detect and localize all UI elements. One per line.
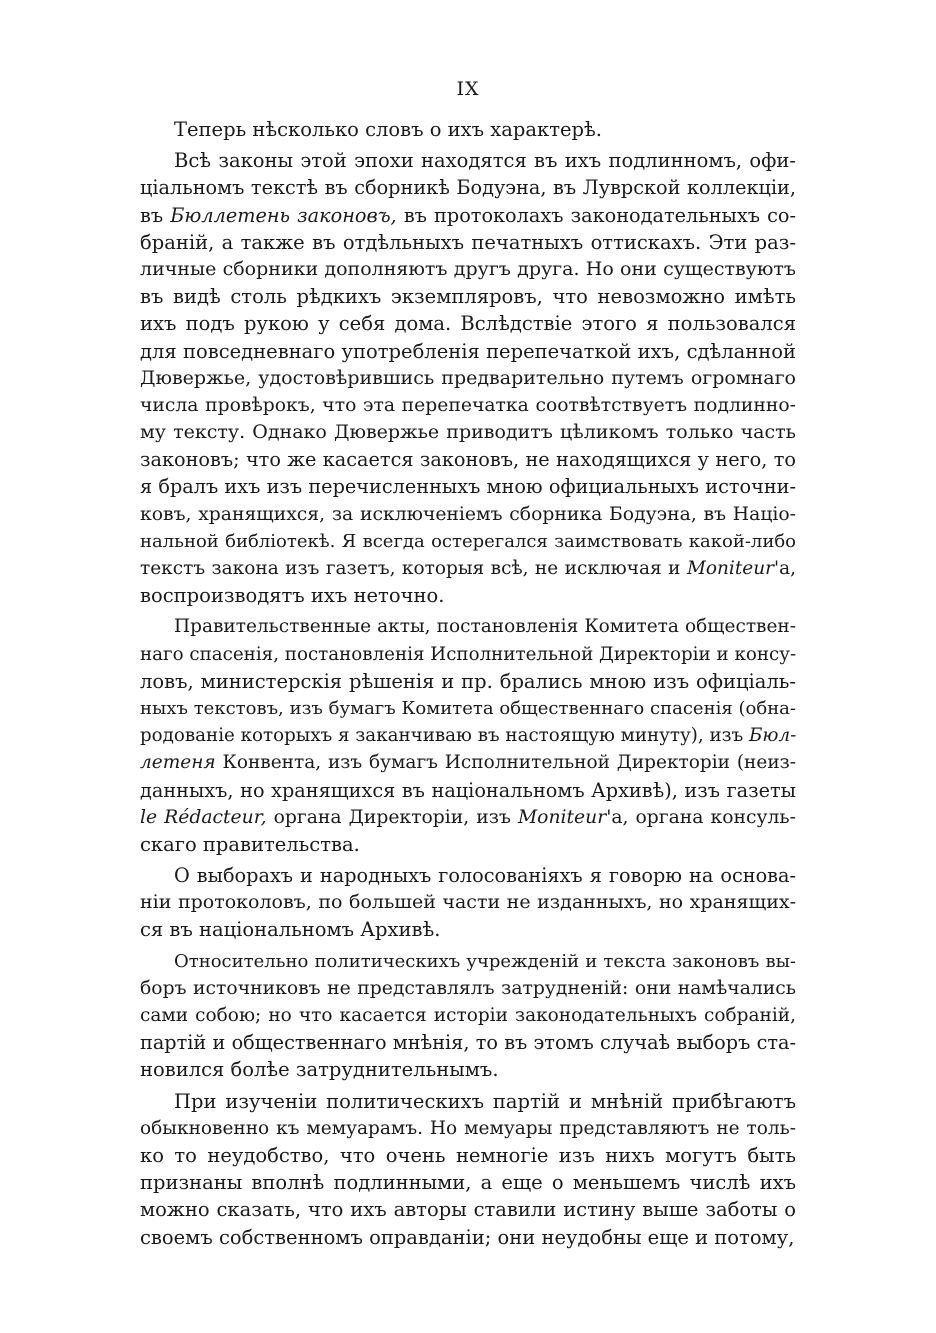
text-segment: ловъ, министерскія рѣшенія и пр. брались мною изъ офиціаль- <box>140 669 796 693</box>
text-segment: родованіе которыхъ я заканчиваю въ настоящую минуту), изъ <box>140 725 750 747</box>
text-segment: для повседневнаго употребленія перепечаткой ихъ, сдѣланной <box>140 339 796 363</box>
text-segment: Правительственные акты, постановленія Комитета обществен- <box>174 616 796 638</box>
paragraph <box>140 1088 796 1251</box>
text-line <box>140 722 796 749</box>
italic-text: le Rédacteur, <box>140 806 267 828</box>
text-segment: ся въ національномъ Архивѣ. <box>140 918 441 942</box>
text-segment: Конвента, изъ бумагъ Исполнительной Директоріи (неиз- <box>215 752 796 774</box>
text-line <box>140 1002 796 1029</box>
text-line <box>140 392 796 419</box>
text-line <box>140 116 796 143</box>
italic-text: Бюллетень законовъ, <box>170 203 397 227</box>
text-segment: наго спасенія, постановленія Исполнительной Директоріи и консу- <box>140 643 797 665</box>
text-segment: 'а, <box>774 558 796 579</box>
text-segment: новился болѣе затруднительнымъ. <box>140 1058 499 1082</box>
text-line <box>140 889 796 916</box>
text-segment: ихъ подъ рукою у себя дома. Вслѣдствіе этого я пользовался <box>140 312 796 336</box>
text-line <box>140 229 796 256</box>
text-line <box>140 310 796 337</box>
text-segment: Всѣ законы этой эпохи находятся въ ихъ подлинномъ, офи- <box>174 149 796 173</box>
text-line <box>140 804 796 831</box>
text-segment: можно сказать, что ихъ авторы ставили истину выше заботы о <box>140 1198 796 1222</box>
text-segment: 'а, органа консуль- <box>606 806 796 828</box>
text-segment: ковъ, хранящихся, за исключеніемъ сборника Бодуэна, въ Націо- <box>140 503 796 525</box>
paragraph <box>140 862 796 944</box>
text-segment: своемъ собственномъ оправданіи; они неудобны еще и потому, <box>140 1225 795 1249</box>
text-line <box>140 975 796 1002</box>
italic-text: летеня <box>140 752 216 774</box>
text-line <box>140 528 796 555</box>
text-line <box>140 948 796 975</box>
text-segment: я бралъ ихъ изъ перечисленныхъ мною официальныхъ источни- <box>140 475 796 499</box>
text-line <box>140 777 796 804</box>
text-line <box>140 283 796 310</box>
text-line <box>140 256 796 283</box>
text-line <box>140 1115 796 1142</box>
text-line <box>140 1196 796 1223</box>
text-segment: данныхъ, но хранящихся въ національномъ Архивѣ), изъ газеты <box>140 778 796 802</box>
paragraph <box>140 116 796 143</box>
text-segment: партій и общественнаго мнѣнія, то въ этомъ случаѣ выборъ ста- <box>140 1031 796 1055</box>
text-segment: ціальномъ текстѣ въ сборникѣ Бодуэна, въ Луврской коллекціи, <box>140 176 796 200</box>
text-segment: признаны вполнѣ подлинными, а еще о меньшемъ числѣ ихъ <box>140 1171 796 1195</box>
text-line <box>140 695 796 722</box>
text-line <box>140 749 796 776</box>
text-line <box>140 501 796 528</box>
text-segment: О выборахъ и народныхъ голосованіяхъ я говорю на основа- <box>174 864 796 888</box>
text-line <box>140 916 796 943</box>
page-number: IX <box>456 78 480 100</box>
text-segment: въ видѣ столь рѣдкихъ экземпляровъ, что невозможно имѣть <box>140 285 796 309</box>
text-line <box>140 613 796 640</box>
text-line <box>140 365 796 392</box>
text-segment: въ протоколахъ законодательныхъ со- <box>396 203 796 227</box>
text-segment: боръ источниковъ не представлялъ затрудненій: они намѣчались <box>140 977 796 999</box>
text-segment: въ <box>140 203 171 227</box>
text-segment: браній, а также въ отдѣльныхъ печатныхъ оттискахъ. Эти раз- <box>140 230 796 254</box>
text-segment: текстъ закона изъ газетъ, которыя всѣ, не исключая и <box>140 558 687 579</box>
text-line <box>140 1088 796 1115</box>
text-line <box>140 1169 796 1196</box>
text-line <box>140 668 796 695</box>
text-segment: ніи протоколовъ, по большей части не изданныхъ, но хранящих- <box>140 891 796 914</box>
text-line <box>140 446 796 473</box>
text-line <box>140 1056 796 1083</box>
italic-text: Moniteur <box>686 558 774 579</box>
paragraph <box>140 147 796 609</box>
paragraph <box>140 948 796 1084</box>
text-segment: нальной библіотекѣ. Я всегда остерегался заимствовать какой-либо <box>140 530 796 552</box>
text-line <box>140 862 796 889</box>
text-segment: воспроизводятъ ихъ неточно. <box>140 584 445 608</box>
text-line <box>140 174 796 201</box>
text-line <box>140 419 796 446</box>
text-segment: личные сборники дополняютъ другъ друга. Но они существуютъ <box>140 257 796 280</box>
text-segment: сами собою; но что касается исторіи законодательныхъ собраній, <box>140 1005 796 1026</box>
text-segment: обыкновенно къ мемуарамъ. Но мемуары представляютъ не толь- <box>140 1117 796 1139</box>
italic-text: Moniteur <box>517 806 607 828</box>
text-segment: Теперь нѣсколько словъ о ихъ характерѣ. <box>174 118 602 141</box>
text-segment: му тексту. Однако Дювержье приводитъ цѣликомъ только часть <box>140 421 796 444</box>
text-line <box>140 1029 796 1056</box>
text-line <box>140 555 796 582</box>
text-segment: Дювержье, удостовѣрившись предварительно путемъ огромнаго <box>140 366 796 389</box>
text-line <box>140 1142 796 1169</box>
text-line <box>140 582 796 609</box>
text-segment: законовъ; что же касается законовъ, не находящихся у него, то <box>140 448 796 472</box>
text-line <box>140 641 796 668</box>
text-segment: ныхъ текстовъ, изъ бумагъ Комитета общественнаго спасенія (обна- <box>140 697 796 719</box>
text-line <box>140 473 796 500</box>
body-text <box>140 116 796 1251</box>
text-line <box>140 831 796 858</box>
paragraph <box>140 613 796 858</box>
text-line <box>140 338 796 365</box>
text-line <box>140 147 796 174</box>
text-segment: органа Директоріи, изъ <box>266 806 518 828</box>
text-segment: ко то неудобство, что очень немногіе изъ нихъ могутъ быть <box>140 1143 796 1167</box>
text-line <box>140 1224 796 1251</box>
text-segment: скаго правительства. <box>140 832 360 856</box>
text-segment: Относительно политическихъ учрежденій и текста законовъ вы- <box>174 950 796 972</box>
text-segment: числа провѣрокъ, что эта перепечатка соотвѣтствуетъ подлинно- <box>140 394 796 416</box>
text-line <box>140 202 796 229</box>
text-segment: При изученіи политическихъ партій и мнѣній прибѣгаютъ <box>174 1089 796 1113</box>
italic-text: Бюл- <box>749 725 797 747</box>
